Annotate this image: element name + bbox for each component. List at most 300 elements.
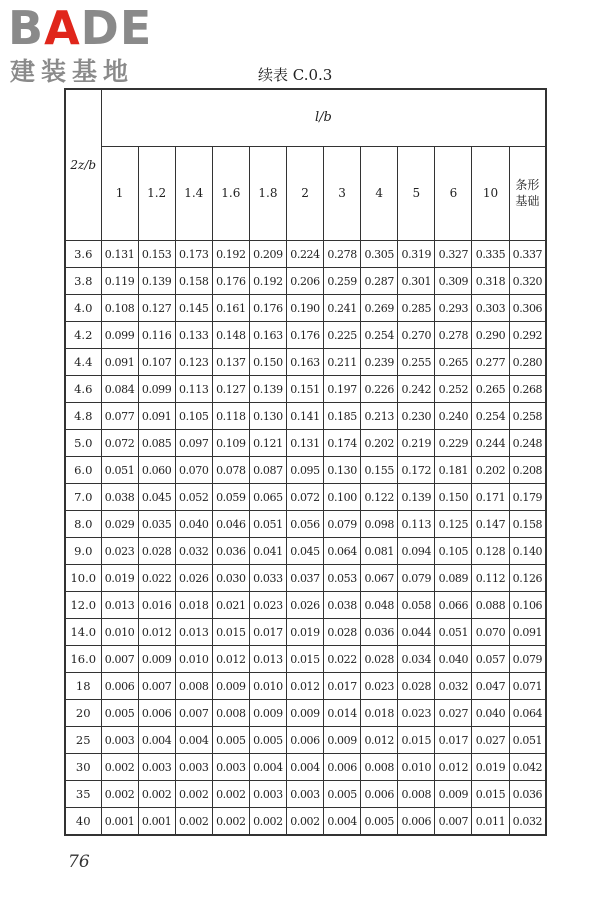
table-cell: 0.225 — [324, 322, 361, 349]
table-cell: 0.202 — [361, 430, 398, 457]
table-cell: 0.019 — [101, 565, 138, 592]
row-header: 3.6 — [65, 241, 101, 268]
table-cell: 0.176 — [249, 295, 286, 322]
table-row — [65, 808, 546, 836]
table-cell: 0.012 — [286, 673, 323, 700]
table-cell: 0.158 — [175, 268, 212, 295]
table-cell: 0.064 — [324, 538, 361, 565]
table-cell: 0.270 — [398, 322, 435, 349]
table-cell: 0.185 — [324, 403, 361, 430]
table-cell: 0.037 — [286, 565, 323, 592]
bade-logo — [8, 1, 178, 88]
table-cell: 0.057 — [472, 646, 509, 673]
table-cell: 0.147 — [472, 511, 509, 538]
table-cell: 0.030 — [212, 565, 249, 592]
column-header: 条形基础 — [509, 146, 546, 240]
table-cell: 0.181 — [435, 457, 472, 484]
table-cell: 0.003 — [212, 754, 249, 781]
table-cell: 0.032 — [175, 538, 212, 565]
table-cell: 0.240 — [435, 403, 472, 430]
table-cell: 0.006 — [398, 808, 435, 836]
table-cell: 0.172 — [398, 457, 435, 484]
table-cell: 0.087 — [249, 457, 286, 484]
table-row — [65, 592, 546, 619]
row-header: 9.0 — [65, 538, 101, 565]
table-cell: 0.042 — [509, 754, 546, 781]
table-cell: 0.002 — [175, 808, 212, 836]
row-header: 4.4 — [65, 349, 101, 376]
table-cell: 0.088 — [472, 592, 509, 619]
table-cell: 0.163 — [286, 349, 323, 376]
table-cell: 0.244 — [472, 430, 509, 457]
table-cell: 0.002 — [212, 781, 249, 808]
table-cell: 0.053 — [324, 565, 361, 592]
table-cell: 0.335 — [472, 241, 509, 268]
table-cell: 0.058 — [398, 592, 435, 619]
page-number: 76 — [68, 852, 90, 872]
table-cell: 0.139 — [138, 268, 175, 295]
table-cell: 0.091 — [138, 403, 175, 430]
table-cell: 0.255 — [398, 349, 435, 376]
column-header: 1 — [101, 146, 138, 240]
table-cell: 0.026 — [286, 592, 323, 619]
table-cell: 0.290 — [472, 322, 509, 349]
table-cell: 0.004 — [324, 808, 361, 836]
table-cell: 0.051 — [435, 619, 472, 646]
row-header: 6.0 — [65, 457, 101, 484]
table-cell: 0.003 — [175, 754, 212, 781]
table-cell: 0.252 — [435, 376, 472, 403]
table-cell: 0.226 — [361, 376, 398, 403]
table-cell: 0.127 — [138, 295, 175, 322]
table-cell: 0.032 — [509, 808, 546, 836]
table-cell: 0.051 — [249, 511, 286, 538]
table-cell: 0.192 — [249, 268, 286, 295]
column-header: 2 — [286, 146, 323, 240]
table-cell: 0.265 — [472, 376, 509, 403]
table-cell: 0.040 — [435, 646, 472, 673]
table-cell: 0.079 — [398, 565, 435, 592]
table-cell: 0.019 — [286, 619, 323, 646]
table-cell: 0.219 — [398, 430, 435, 457]
table-cell: 0.239 — [361, 349, 398, 376]
table-cell: 0.109 — [212, 430, 249, 457]
table-row — [65, 268, 546, 295]
table-cell: 0.072 — [101, 430, 138, 457]
table-cell: 0.206 — [286, 268, 323, 295]
table-cell: 0.016 — [138, 592, 175, 619]
table-cell: 0.065 — [249, 484, 286, 511]
row-header: 35 — [65, 781, 101, 808]
table-cell: 0.133 — [175, 322, 212, 349]
table-cell: 0.079 — [324, 511, 361, 538]
table-cell: 0.006 — [324, 754, 361, 781]
table-row — [65, 754, 546, 781]
table-row — [65, 700, 546, 727]
table-cell: 0.007 — [101, 646, 138, 673]
table-row — [65, 295, 546, 322]
table-cell: 0.036 — [509, 781, 546, 808]
table-row — [65, 376, 546, 403]
table-cell: 0.128 — [472, 538, 509, 565]
table-cell: 0.105 — [175, 403, 212, 430]
table-cell: 0.197 — [324, 376, 361, 403]
table-cell: 0.028 — [138, 538, 175, 565]
table-cell: 0.108 — [101, 295, 138, 322]
column-header: 10 — [472, 146, 509, 240]
table-cell: 0.027 — [472, 727, 509, 754]
table-cell: 0.022 — [324, 646, 361, 673]
table-cell: 0.015 — [472, 781, 509, 808]
column-header: 1.6 — [212, 146, 249, 240]
table-cell: 0.224 — [286, 241, 323, 268]
table-cell: 0.015 — [398, 727, 435, 754]
table-cell: 0.008 — [398, 781, 435, 808]
table-cell: 0.337 — [509, 241, 546, 268]
table-cell: 0.211 — [324, 349, 361, 376]
row-header: 4.0 — [65, 295, 101, 322]
table-cell: 0.001 — [138, 808, 175, 836]
table-cell: 0.034 — [398, 646, 435, 673]
table-cell: 0.051 — [509, 727, 546, 754]
table-cell: 0.006 — [286, 727, 323, 754]
table-cell: 0.173 — [175, 241, 212, 268]
table-cell: 0.155 — [361, 457, 398, 484]
table-cell: 0.013 — [101, 592, 138, 619]
logo-chinese-text: 建装基地 — [10, 57, 135, 86]
table-cell: 0.022 — [138, 565, 175, 592]
table-cell: 0.113 — [175, 376, 212, 403]
table-cell: 0.009 — [324, 727, 361, 754]
row-header: 3.8 — [65, 268, 101, 295]
table-cell: 0.038 — [324, 592, 361, 619]
table-cell: 0.002 — [212, 808, 249, 836]
table-cell: 0.002 — [101, 781, 138, 808]
table-cell: 0.048 — [361, 592, 398, 619]
table-cell: 0.190 — [286, 295, 323, 322]
table-cell: 0.094 — [398, 538, 435, 565]
table-cell: 0.041 — [249, 538, 286, 565]
table-cell: 0.303 — [472, 295, 509, 322]
table-cell: 0.071 — [509, 673, 546, 700]
table-cell: 0.229 — [435, 430, 472, 457]
table-cell: 0.011 — [472, 808, 509, 836]
table-body — [65, 241, 546, 836]
table-cell: 0.099 — [138, 376, 175, 403]
table-cell: 0.023 — [398, 700, 435, 727]
table-cell: 0.045 — [138, 484, 175, 511]
table-cell: 0.202 — [472, 457, 509, 484]
row-header: 25 — [65, 727, 101, 754]
table-cell: 0.070 — [175, 457, 212, 484]
table-cell: 0.002 — [286, 808, 323, 836]
table-cell: 0.008 — [175, 673, 212, 700]
table-cell: 0.309 — [435, 268, 472, 295]
table-cell: 0.248 — [509, 430, 546, 457]
table-cell: 0.285 — [398, 295, 435, 322]
table-cell: 0.044 — [398, 619, 435, 646]
table-cell: 0.013 — [175, 619, 212, 646]
table-cell: 0.009 — [286, 700, 323, 727]
row-header: 16.0 — [65, 646, 101, 673]
table-cell: 0.018 — [361, 700, 398, 727]
table-cell: 0.123 — [175, 349, 212, 376]
table-cell: 0.019 — [472, 754, 509, 781]
table-row — [65, 430, 546, 457]
table-cell: 0.277 — [472, 349, 509, 376]
table-cell: 0.007 — [435, 808, 472, 836]
table-cell: 0.089 — [435, 565, 472, 592]
table-cell: 0.002 — [138, 781, 175, 808]
table-cell: 0.004 — [175, 727, 212, 754]
table-cell: 0.005 — [101, 700, 138, 727]
table-cell: 0.278 — [435, 322, 472, 349]
table-cell: 0.002 — [175, 781, 212, 808]
table-cell: 0.035 — [138, 511, 175, 538]
table-cell: 0.150 — [249, 349, 286, 376]
table-cell: 0.241 — [324, 295, 361, 322]
table-cell: 0.017 — [435, 727, 472, 754]
table-row — [65, 619, 546, 646]
row-header: 4.2 — [65, 322, 101, 349]
table-cell: 0.072 — [286, 484, 323, 511]
table-cell: 0.003 — [286, 781, 323, 808]
table-cell: 0.301 — [398, 268, 435, 295]
table-row — [65, 403, 546, 430]
column-header: 5 — [398, 146, 435, 240]
table-cell: 0.036 — [361, 619, 398, 646]
table-cell: 0.028 — [324, 619, 361, 646]
table-cell: 0.125 — [435, 511, 472, 538]
column-group-header: l/b — [101, 89, 546, 146]
table-cell: 0.002 — [249, 808, 286, 836]
table-caption: 续表 C.0.3 — [258, 66, 333, 84]
table-cell: 0.130 — [249, 403, 286, 430]
table-cell: 0.242 — [398, 376, 435, 403]
logo-wordmark: BADE — [8, 1, 153, 55]
table-cell: 0.258 — [509, 403, 546, 430]
column-header: 3 — [324, 146, 361, 240]
table-row — [65, 511, 546, 538]
table-cell: 0.005 — [324, 781, 361, 808]
table-cell: 0.116 — [138, 322, 175, 349]
table-cell: 0.192 — [212, 241, 249, 268]
row-header: 7.0 — [65, 484, 101, 511]
table-cell: 0.174 — [324, 430, 361, 457]
table-cell: 0.131 — [101, 241, 138, 268]
table-cell: 0.003 — [249, 781, 286, 808]
table-cell: 0.269 — [361, 295, 398, 322]
table-cell: 0.171 — [472, 484, 509, 511]
row-header: 18 — [65, 673, 101, 700]
table-cell: 0.005 — [361, 808, 398, 836]
table-cell: 0.056 — [286, 511, 323, 538]
table-row — [65, 322, 546, 349]
table-cell: 0.139 — [249, 376, 286, 403]
table-cell: 0.006 — [101, 673, 138, 700]
row-header: 40 — [65, 808, 101, 836]
table-cell: 0.265 — [435, 349, 472, 376]
table-cell: 0.099 — [101, 322, 138, 349]
table-row — [65, 781, 546, 808]
table-cell: 0.254 — [361, 322, 398, 349]
table-cell: 0.259 — [324, 268, 361, 295]
table-cell: 0.028 — [361, 646, 398, 673]
table-cell: 0.287 — [361, 268, 398, 295]
table-cell: 0.006 — [361, 781, 398, 808]
row-header: 4.8 — [65, 403, 101, 430]
table-cell: 0.067 — [361, 565, 398, 592]
table-cell: 0.012 — [212, 646, 249, 673]
table-cell: 0.100 — [324, 484, 361, 511]
table-row — [65, 673, 546, 700]
table-cell: 0.028 — [398, 673, 435, 700]
table-cell: 0.023 — [361, 673, 398, 700]
table-cell: 0.161 — [212, 295, 249, 322]
table-cell: 0.148 — [212, 322, 249, 349]
table-cell: 0.066 — [435, 592, 472, 619]
table-cell: 0.122 — [361, 484, 398, 511]
table-cell: 0.095 — [286, 457, 323, 484]
table-cell: 0.079 — [509, 646, 546, 673]
table-cell: 0.017 — [249, 619, 286, 646]
table-cell: 0.118 — [212, 403, 249, 430]
table-cell: 0.010 — [175, 646, 212, 673]
table-cell: 0.293 — [435, 295, 472, 322]
table-cell: 0.121 — [249, 430, 286, 457]
table-cell: 0.027 — [435, 700, 472, 727]
row-header: 20 — [65, 700, 101, 727]
table-cell: 0.018 — [175, 592, 212, 619]
table-cell: 0.009 — [138, 646, 175, 673]
table-cell: 0.013 — [249, 646, 286, 673]
table-cell: 0.009 — [212, 673, 249, 700]
table-cell: 0.010 — [101, 619, 138, 646]
table-row — [65, 727, 546, 754]
column-header: 6 — [435, 146, 472, 240]
table-cell: 0.119 — [101, 268, 138, 295]
table-cell: 0.040 — [472, 700, 509, 727]
table-cell: 0.012 — [435, 754, 472, 781]
column-header: 1.8 — [249, 146, 286, 240]
table-cell: 0.015 — [286, 646, 323, 673]
table-cell: 0.319 — [398, 241, 435, 268]
table-cell: 0.077 — [101, 403, 138, 430]
table-cell: 0.098 — [361, 511, 398, 538]
table-cell: 0.017 — [324, 673, 361, 700]
table-row — [65, 457, 546, 484]
column-header-row — [65, 146, 546, 240]
table-cell: 0.126 — [509, 565, 546, 592]
table-cell: 0.002 — [101, 754, 138, 781]
coefficient-table — [64, 88, 547, 836]
table-cell: 0.009 — [435, 781, 472, 808]
table-row — [65, 349, 546, 376]
table-cell: 0.320 — [509, 268, 546, 295]
table-cell: 0.153 — [138, 241, 175, 268]
table-cell: 0.268 — [509, 376, 546, 403]
table-row — [65, 484, 546, 511]
table-cell: 0.327 — [435, 241, 472, 268]
table-cell: 0.176 — [286, 322, 323, 349]
table-cell: 0.004 — [249, 754, 286, 781]
table-cell: 0.060 — [138, 457, 175, 484]
table-cell: 0.014 — [324, 700, 361, 727]
table-cell: 0.026 — [175, 565, 212, 592]
row-header: 30 — [65, 754, 101, 781]
table-cell: 0.306 — [509, 295, 546, 322]
table-cell: 0.059 — [212, 484, 249, 511]
table-cell: 0.318 — [472, 268, 509, 295]
table-cell: 0.292 — [509, 322, 546, 349]
table-cell: 0.021 — [212, 592, 249, 619]
column-header: 1.4 — [175, 146, 212, 240]
row-axis-header: 2z/b — [65, 89, 101, 241]
table-cell: 0.131 — [286, 430, 323, 457]
table-cell: 0.208 — [509, 457, 546, 484]
table-cell: 0.051 — [101, 457, 138, 484]
table-cell: 0.006 — [138, 700, 175, 727]
table-cell: 0.137 — [212, 349, 249, 376]
table-cell: 0.112 — [472, 565, 509, 592]
table-cell: 0.278 — [324, 241, 361, 268]
row-header: 4.6 — [65, 376, 101, 403]
table-cell: 0.012 — [138, 619, 175, 646]
table-cell: 0.145 — [175, 295, 212, 322]
table-cell: 0.064 — [509, 700, 546, 727]
table-cell: 0.130 — [324, 457, 361, 484]
table-cell: 0.078 — [212, 457, 249, 484]
table-cell: 0.007 — [138, 673, 175, 700]
table-cell: 0.280 — [509, 349, 546, 376]
table-cell: 0.010 — [398, 754, 435, 781]
table-cell: 0.033 — [249, 565, 286, 592]
table-cell: 0.085 — [138, 430, 175, 457]
table-cell: 0.305 — [361, 241, 398, 268]
table-row — [65, 565, 546, 592]
table-cell: 0.005 — [249, 727, 286, 754]
table-cell: 0.036 — [212, 538, 249, 565]
table-cell: 0.007 — [175, 700, 212, 727]
table-cell: 0.012 — [361, 727, 398, 754]
table-cell: 0.029 — [101, 511, 138, 538]
table-cell: 0.032 — [435, 673, 472, 700]
table-cell: 0.151 — [286, 376, 323, 403]
table-cell: 0.023 — [101, 538, 138, 565]
row-header: 14.0 — [65, 619, 101, 646]
table-cell: 0.045 — [286, 538, 323, 565]
table-cell: 0.106 — [509, 592, 546, 619]
row-header: 12.0 — [65, 592, 101, 619]
table-cell: 0.091 — [509, 619, 546, 646]
table-cell: 0.052 — [175, 484, 212, 511]
column-header: 1.2 — [138, 146, 175, 240]
table-cell: 0.113 — [398, 511, 435, 538]
table-row — [65, 646, 546, 673]
row-header: 5.0 — [65, 430, 101, 457]
table-cell: 0.254 — [472, 403, 509, 430]
table-cell: 0.140 — [509, 538, 546, 565]
table-cell: 0.158 — [509, 511, 546, 538]
table-cell: 0.005 — [212, 727, 249, 754]
table-cell: 0.105 — [435, 538, 472, 565]
table-cell: 0.038 — [101, 484, 138, 511]
table-cell: 0.163 — [249, 322, 286, 349]
table-cell: 0.179 — [509, 484, 546, 511]
table-cell: 0.139 — [398, 484, 435, 511]
table-cell: 0.004 — [138, 727, 175, 754]
table-cell: 0.213 — [361, 403, 398, 430]
